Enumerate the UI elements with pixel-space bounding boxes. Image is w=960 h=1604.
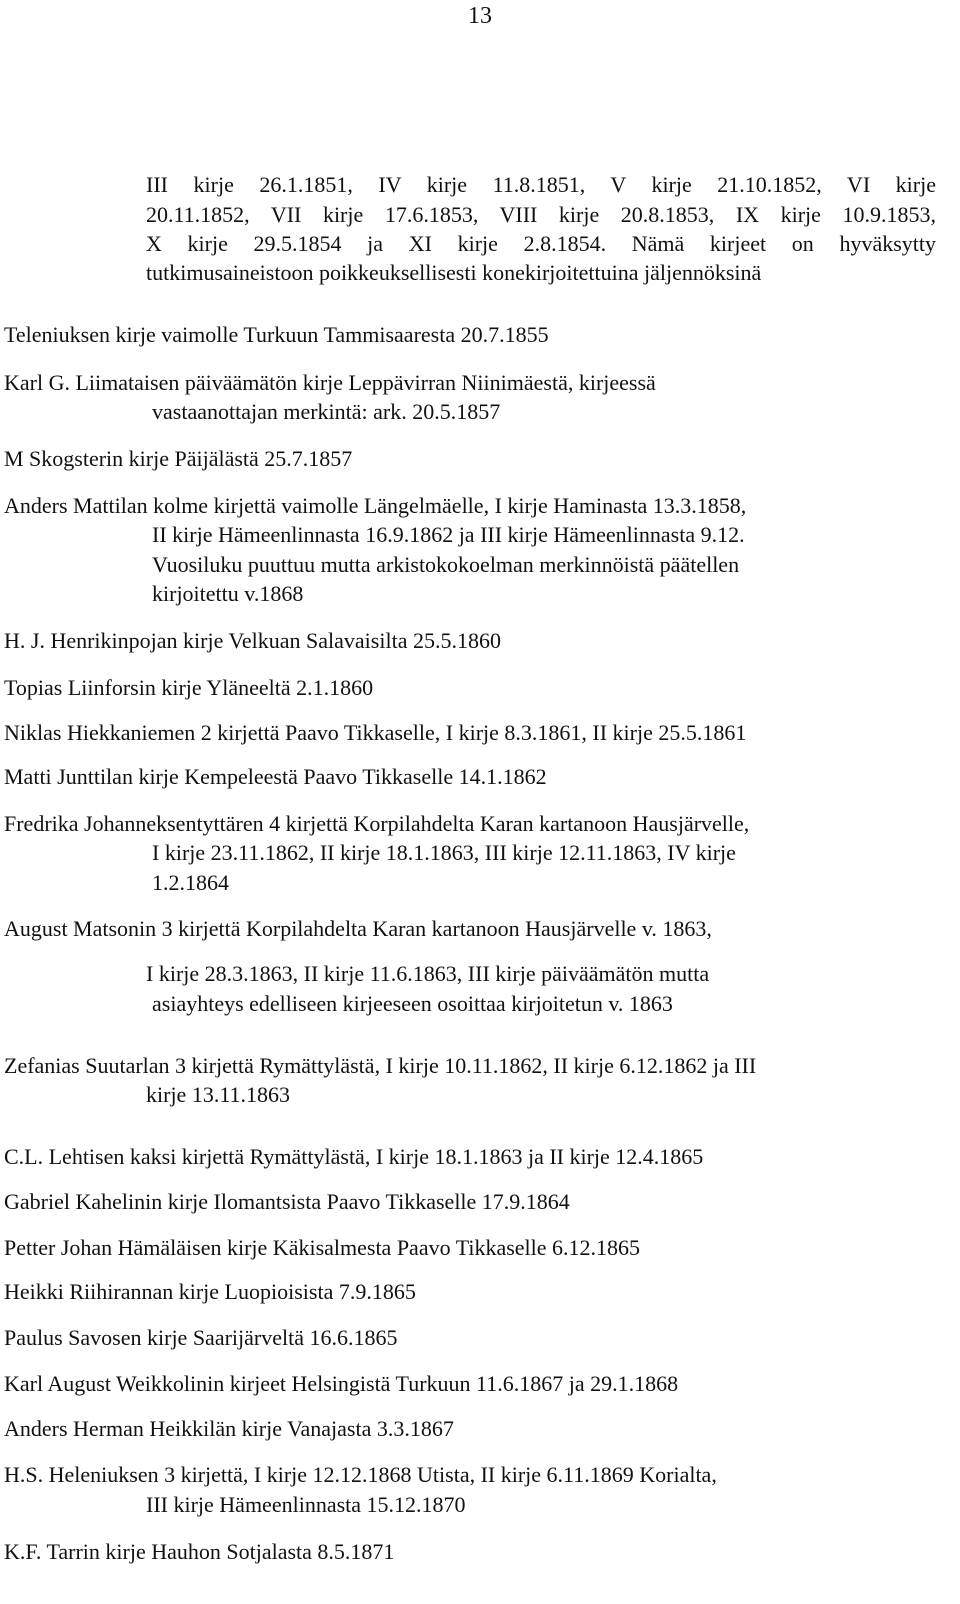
list-item-continuation: kirje 13.11.1863: [146, 1082, 290, 1107]
list-item: Teleniuksen kirje vaimolle Turkuun Tammisaaresta 20.7.1855: [4, 322, 549, 347]
list-item-continuation: I kirje 23.11.1862, II kirje 18.1.1863, III kirje 12.11.1863, IV kirje: [152, 840, 736, 865]
intro-line: 20.11.1852, VII kirje 17.6.1853, VIII kirje 20.8.1853, IX kirje 10.9.1853,: [146, 202, 936, 227]
list-item: Karl August Weikkolinin kirjeet Helsingistä Turkuun 11.6.1867 ja 29.1.1868: [4, 1371, 679, 1396]
list-item: Heikki Riihirannan kirje Luopioisista 7.9.1865: [4, 1279, 416, 1304]
list-item-continuation: 1.2.1864: [152, 870, 229, 895]
list-item-continuation: asiayhteys edelliseen kirjeeseen osoittaa kirjoitetun v. 1863: [152, 991, 673, 1016]
list-item-continuation: kirjoitettu v.1868: [152, 581, 304, 606]
list-item: Karl G. Liimataisen päiväämätön kirje Leppävirran Niinimäestä, kirjeessä: [4, 370, 656, 395]
list-item: August Matsonin 3 kirjettä Korpilahdelta Karan kartanoon Hausjärvelle v. 1863,: [4, 916, 712, 941]
list-item: Petter Johan Hämäläisen kirje Käkisalmesta Paavo Tikkaselle 6.12.1865: [4, 1235, 641, 1260]
list-item-continuation: III kirje Hämeenlinnasta 15.12.1870: [146, 1492, 466, 1517]
list-item: Anders Herman Heikkilän kirje Vanajasta 3.3.1867: [4, 1416, 454, 1441]
list-item: Gabriel Kahelinin kirje Ilomantsista Paavo Tikkaselle 17.9.1864: [4, 1189, 570, 1214]
list-item: Anders Mattilan kolme kirjettä vaimolle Längelmäelle, I kirje Haminasta 13.3.1858,: [4, 493, 747, 518]
list-item: Topias Liinforsin kirje Yläneeltä 2.1.1860: [4, 675, 374, 700]
list-item-continuation: II kirje Hämeenlinnasta 16.9.1862 ja III kirje Hämeenlinnasta 9.12.: [152, 522, 745, 547]
list-item: Matti Junttilan kirje Kempeleestä Paavo Tikkaselle 14.1.1862: [4, 764, 547, 789]
list-item: Niklas Hiekkaniemen 2 kirjettä Paavo Tikkaselle, I kirje 8.3.1861, II kirje 25.5.1861: [4, 720, 747, 745]
list-item: Zefanias Suutarlan 3 kirjettä Rymättylästä, I kirje 10.11.1862, II kirje 6.12.1862 ja III: [4, 1053, 757, 1078]
list-item: M Skogsterin kirje Päijälästä 25.7.1857: [4, 446, 353, 471]
list-item: H.S. Heleniuksen 3 kirjettä, I kirje 12.12.1868 Utista, II kirje 6.11.1869 Korialta,: [4, 1462, 717, 1487]
list-item: K.F. Tarrin kirje Hauhon Sotjalasta 8.5.1871: [4, 1539, 395, 1564]
intro-line: III kirje 26.1.1851, IV kirje 11.8.1851, V kirje 21.10.1852, VI kirje: [146, 172, 936, 197]
intro-line: X kirje 29.5.1854 ja XI kirje 2.8.1854. Nämä kirjeet on hyväksytty: [146, 231, 936, 256]
list-item: H. J. Henrikinpojan kirje Velkuan Salavaisilta 25.5.1860: [4, 628, 501, 653]
page-number: 13: [468, 3, 492, 29]
list-item-continuation: vastaanottajan merkintä: ark. 20.5.1857: [152, 399, 501, 424]
list-item-continuation: Vuosiluku puuttuu mutta arkistokokoelman merkinnöistä päätellen: [152, 552, 740, 577]
list-item-continuation: I kirje 28.3.1863, II kirje 11.6.1863, III kirje päiväämätön mutta: [146, 961, 710, 986]
list-item: Fredrika Johanneksentyttären 4 kirjettä Korpilahdelta Karan kartanoon Hausjärvelle,: [4, 811, 750, 836]
list-item: Paulus Savosen kirje Saarijärveltä 16.6.1865: [4, 1325, 398, 1350]
intro-line: tutkimusaineistoon poikkeuksellisesti konekirjoitettuina jäljennöksinä: [146, 260, 762, 285]
list-item: C.L. Lehtisen kaksi kirjettä Rymättylästä, I kirje 18.1.1863 ja II kirje 12.4.1865: [4, 1144, 704, 1169]
